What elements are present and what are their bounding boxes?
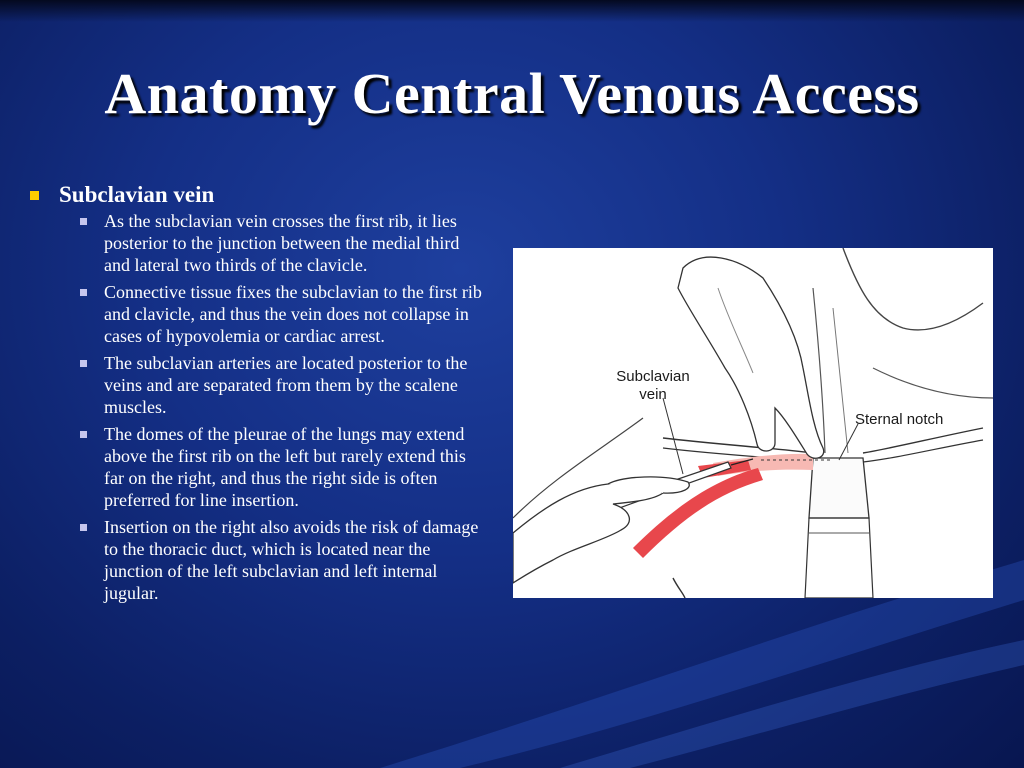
right-gloved-hand [678, 257, 824, 458]
subclavian-illustration-svg [513, 248, 993, 598]
slide-body [28, 180, 498, 609]
sub-bullet-marker [80, 218, 87, 225]
subclavian-label-line1: Subclavian [616, 368, 690, 385]
clavicle-right-lower [863, 440, 983, 462]
sternal-notch-label: Sternal notch [855, 411, 944, 428]
manubrium [809, 458, 869, 518]
list-item [80, 210, 498, 276]
subclavian-label-line2: vein [639, 386, 667, 403]
shoulder-line-right [873, 368, 993, 398]
bullet-text: The domes of the pleurae of the lungs may extend above the first rib on the left but rarely extend this far on the right, and thus the right side is often preferred for line insertion. [104, 424, 466, 510]
bullet-text: Connective tissue fixes the subclavian to the first rib and clavicle, and thus the vein does not collapse in cases of hypovolemia or cardiac arrest. [104, 282, 482, 346]
anatomy-illustration [513, 248, 993, 598]
neck-muscle-line [833, 308, 848, 453]
list-item [80, 516, 498, 604]
section-heading: Subclavian vein [59, 182, 215, 207]
bullet-text: The subclavian arteries are located posterior to the veins and are separated from them by the scalene muscles. [104, 353, 468, 417]
notch-label-pointer [839, 424, 858, 460]
armpit-fold [673, 578, 685, 598]
sub-bullet-marker [80, 431, 87, 438]
clavicle-right [863, 428, 983, 453]
bullet-text: Insertion on the right also avoids the risk of damage to the thoracic duct, which is located near the junction of the left subclavian and left internal jugular. [104, 517, 479, 603]
slide-title: Anatomy Central Venous Access [104, 61, 920, 126]
bullet-marker [30, 191, 39, 200]
sub-bullet-list [28, 210, 498, 604]
sternum [805, 518, 873, 598]
main-bullet [28, 180, 498, 210]
bullet-text: As the subclavian vein crosses the first rib, it lies posterior to the junction between the medial third and lateral two thirds of the clavicle. [104, 211, 460, 275]
top-dark-band [0, 0, 1024, 22]
sub-bullet-marker [80, 289, 87, 296]
jaw-line [843, 248, 983, 330]
vein-label-pointer [663, 398, 683, 474]
sub-bullet-marker [80, 360, 87, 367]
list-item [80, 281, 498, 347]
list-item [80, 423, 498, 511]
list-item [80, 352, 498, 418]
sub-bullet-marker [80, 524, 87, 531]
